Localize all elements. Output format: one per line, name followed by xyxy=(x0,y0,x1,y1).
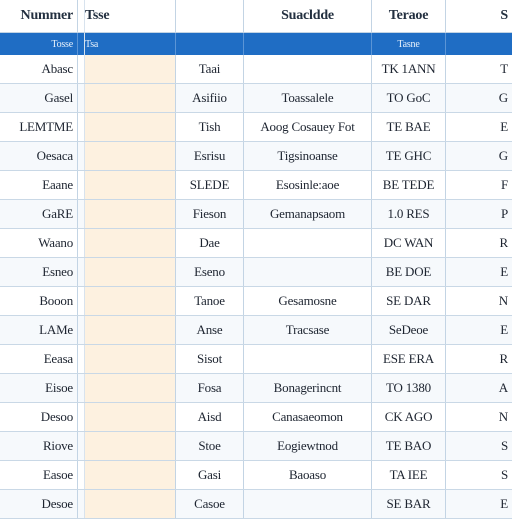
table-cell-col-1[interactable]: Oesaca xyxy=(0,142,78,170)
table-cell-col-3[interactable]: Fosa xyxy=(176,374,244,402)
column-header-3[interactable] xyxy=(176,0,244,32)
table-cell-col-5[interactable]: SE BAR xyxy=(372,490,446,518)
table-row[interactable] xyxy=(0,55,512,84)
table-cell-col-5[interactable]: BE DOE xyxy=(372,258,446,286)
table-cell-col-3[interactable]: Tish xyxy=(176,113,244,141)
table-cell-col-5[interactable]: SeDeoe xyxy=(372,316,446,344)
table-cell-col-2[interactable] xyxy=(84,490,176,518)
table-cell-col-3[interactable]: Taai xyxy=(176,55,244,83)
table-cell-col-1[interactable]: Riove xyxy=(0,432,78,460)
table-cell-col-4[interactable]: Eogiewtnod xyxy=(244,432,372,460)
table-cell-col-1[interactable]: LEMTME xyxy=(0,113,78,141)
table-row[interactable] xyxy=(0,432,512,461)
table-cell-col-6[interactable]: G xyxy=(498,148,508,163)
table-cell-col-5[interactable]: TE BAE xyxy=(372,113,446,141)
table-cell-col-1[interactable]: Gasel xyxy=(0,84,78,112)
table-cell-col-4[interactable]: Bonagerincnt xyxy=(244,374,372,402)
table-cell-col-5[interactable]: TK 1ANN xyxy=(372,55,446,83)
table-cell-col-2[interactable] xyxy=(84,171,176,199)
subheader-row xyxy=(0,33,512,55)
table-cell-col-3[interactable]: Eseno xyxy=(176,258,244,286)
column-header-5[interactable]: Teraoe xyxy=(372,0,446,32)
subheader-cell-6 xyxy=(446,33,512,55)
table-cell-col-2[interactable] xyxy=(84,55,176,83)
table-row[interactable] xyxy=(0,171,512,200)
table-cell-col-6[interactable]: R xyxy=(499,235,508,250)
table-cell-col-3[interactable]: Anse xyxy=(176,316,244,344)
table-cell-col-2[interactable] xyxy=(84,258,176,286)
table-row[interactable] xyxy=(0,403,512,432)
table-cell-col-1[interactable]: Waano xyxy=(0,229,78,257)
table-cell-col-6[interactable]: G xyxy=(498,90,508,105)
column-header-4[interactable]: Suacldde xyxy=(244,0,372,32)
table-cell-col-6[interactable]: N xyxy=(498,409,508,424)
subheader-cell-2: Tsa xyxy=(84,33,176,55)
table-cell-col-5[interactable]: SE DAR xyxy=(372,287,446,315)
table-cell-col-2[interactable] xyxy=(84,200,176,228)
table-cell-col-1[interactable]: Booon xyxy=(0,287,78,315)
table-cell-col-1[interactable]: Easoe xyxy=(0,461,78,489)
table-cell-col-5[interactable]: CK AGO xyxy=(372,403,446,431)
subheader-cell-1: Tosse xyxy=(0,33,78,55)
table-cell-col-2[interactable] xyxy=(84,287,176,315)
table-body xyxy=(0,55,512,519)
table-cell-col-3[interactable]: Aisd xyxy=(176,403,244,431)
table-cell-col-4[interactable] xyxy=(244,490,372,518)
table-row[interactable] xyxy=(0,374,512,403)
table-cell-col-5[interactable]: 1.0 RES xyxy=(372,200,446,228)
table-cell-col-2[interactable] xyxy=(84,461,176,489)
table-row[interactable] xyxy=(0,287,512,316)
table-cell-col-5[interactable]: BE TEDE xyxy=(372,171,446,199)
table-cell-col-5[interactable]: TE GHC xyxy=(372,142,446,170)
table-cell-col-2[interactable] xyxy=(84,374,176,402)
table-cell-col-6[interactable]: S xyxy=(500,467,508,482)
table-cell-col-6[interactable]: S xyxy=(500,438,508,453)
table-cell-col-5[interactable]: TO 1380 xyxy=(372,374,446,402)
table-cell-col-4[interactable]: Gesamosne xyxy=(244,287,372,315)
table-cell-col-2[interactable] xyxy=(84,229,176,257)
table-cell-col-4[interactable]: Tracsase xyxy=(244,316,372,344)
table-cell-col-6[interactable]: E xyxy=(500,119,508,134)
table-cell-col-3[interactable]: Gasi xyxy=(176,461,244,489)
table-cell-col-1[interactable]: Eisoe xyxy=(0,374,78,402)
table-row[interactable] xyxy=(0,316,512,345)
table-cell-col-1[interactable]: Esneo xyxy=(0,258,78,286)
table-cell-col-3[interactable]: Casoe xyxy=(176,490,244,518)
table-cell-col-4[interactable]: Toassalele xyxy=(244,84,372,112)
table-row[interactable] xyxy=(0,229,512,258)
table-cell-col-1[interactable]: Eaane xyxy=(0,171,78,199)
table-cell-col-1[interactable]: LAMe xyxy=(0,316,78,344)
subheader-cell-3 xyxy=(176,33,244,55)
table-cell-col-3[interactable]: Asifiio xyxy=(176,84,244,112)
table-row[interactable] xyxy=(0,84,512,113)
column-header-6[interactable]: S xyxy=(500,8,508,23)
column-header-1[interactable]: Nummer xyxy=(0,0,78,32)
table-cell-col-6[interactable]: E xyxy=(500,264,508,279)
table-cell-col-1[interactable]: Desoe xyxy=(0,490,78,518)
subheader-cell-4 xyxy=(244,33,372,55)
table-cell-col-4[interactable]: Gemanapsaom xyxy=(244,200,372,228)
table-cell-col-4[interactable]: Baoaso xyxy=(244,461,372,489)
table-cell-col-6[interactable]: E xyxy=(500,496,508,511)
table-cell-col-3[interactable]: Stoe xyxy=(176,432,244,460)
table-cell-col-4[interactable]: Canasaeomon xyxy=(244,403,372,431)
table-row[interactable] xyxy=(0,345,512,374)
table-cell-col-1[interactable]: Abasc xyxy=(0,55,78,83)
column-header-2[interactable]: Tsse xyxy=(84,0,176,32)
table-cell-col-3[interactable]: SLEDE xyxy=(176,171,244,199)
table-cell-col-4[interactable]: Tigsinoanse xyxy=(244,142,372,170)
table-row[interactable] xyxy=(0,200,512,229)
table-cell-col-4[interactable] xyxy=(244,55,372,83)
table-cell-col-3[interactable]: Sisot xyxy=(176,345,244,373)
table-cell-col-1[interactable]: Desoo xyxy=(0,403,78,431)
table-cell-col-6[interactable]: F xyxy=(500,177,508,192)
table-cell-col-2[interactable] xyxy=(84,142,176,170)
table-cell-col-4[interactable] xyxy=(244,229,372,257)
table-row[interactable] xyxy=(0,142,512,171)
table-cell-col-3[interactable]: Fieson xyxy=(176,200,244,228)
table-cell-col-6[interactable]: N xyxy=(498,293,508,308)
table-cell-col-5[interactable]: DC WAN xyxy=(372,229,446,257)
table-cell-col-5[interactable]: TO GoC xyxy=(372,84,446,112)
table-row[interactable] xyxy=(0,258,512,287)
table-row[interactable] xyxy=(0,490,512,519)
table-cell-col-2[interactable] xyxy=(84,403,176,431)
table-cell-col-4[interactable]: Aoog Cosauey Fot xyxy=(244,113,372,141)
table-cell-col-2[interactable] xyxy=(84,84,176,112)
table-cell-col-6[interactable]: R xyxy=(499,351,508,366)
table-cell-col-3[interactable]: Esrisu xyxy=(176,142,244,170)
table-cell-col-3[interactable]: Tanoe xyxy=(176,287,244,315)
table-cell-col-5[interactable]: TE BAO xyxy=(372,432,446,460)
subheader-cell-5: Tasne xyxy=(372,33,446,55)
table-cell-col-4[interactable] xyxy=(244,258,372,286)
table-cell-col-1[interactable]: GaRE xyxy=(0,200,78,228)
table-cell-col-6[interactable]: E xyxy=(500,322,508,337)
table-cell-col-4[interactable]: Esosinle:aoe xyxy=(244,171,372,199)
table-cell-col-5[interactable]: TA IEE xyxy=(372,461,446,489)
table-cell-col-6[interactable]: T xyxy=(500,61,508,76)
table-cell-col-2[interactable] xyxy=(84,432,176,460)
table-cell-col-4[interactable] xyxy=(244,345,372,373)
table-row[interactable] xyxy=(0,113,512,142)
table-cell-col-3[interactable]: Dae xyxy=(176,229,244,257)
table-cell-col-2[interactable] xyxy=(84,113,176,141)
table-cell-col-2[interactable] xyxy=(84,316,176,344)
table-cell-col-5[interactable]: ESE ERA xyxy=(372,345,446,373)
table-cell-col-1[interactable]: Eeasa xyxy=(0,345,78,373)
table-cell-col-6[interactable]: A xyxy=(498,380,508,395)
table-cell-col-2[interactable] xyxy=(84,345,176,373)
table-cell-col-6[interactable]: P xyxy=(500,206,508,221)
column-header-row xyxy=(0,0,512,33)
table-row[interactable] xyxy=(0,461,512,490)
